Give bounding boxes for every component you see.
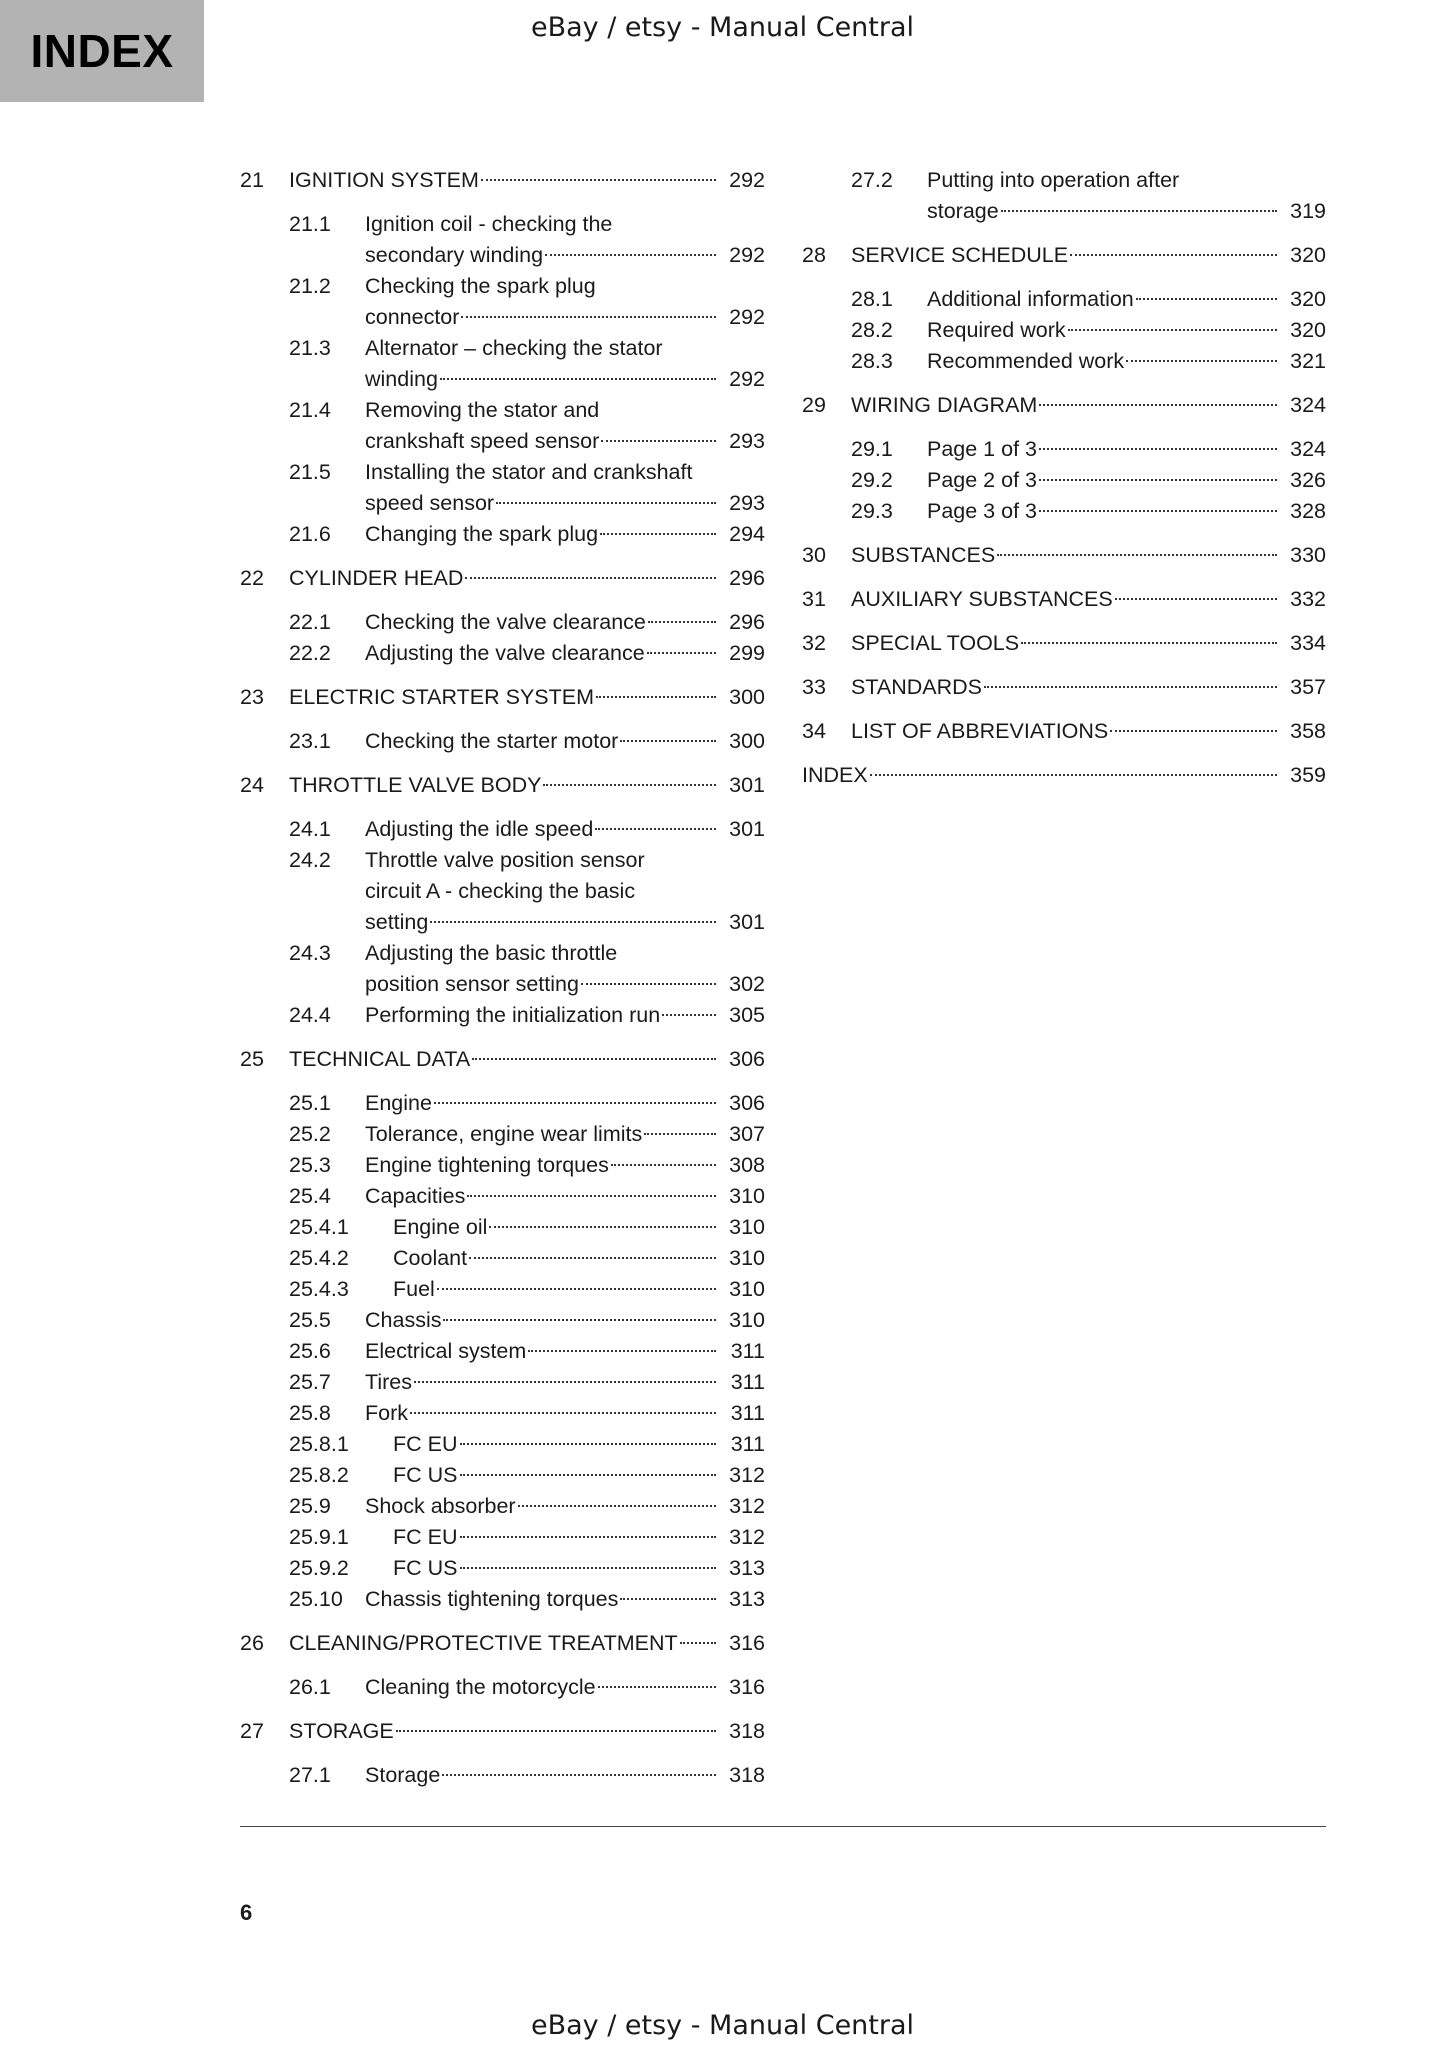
toc-entry-title-line: CYLINDER HEAD (289, 566, 464, 590)
dot-leader (644, 1133, 716, 1135)
toc-entry-title-line: Coolant (393, 1246, 468, 1270)
toc-entry-page: 310 (729, 1246, 765, 1270)
toc-entry-title-line: Ignition coil - checking the (365, 212, 613, 236)
dot-leader (481, 179, 716, 181)
toc-entry-title-line: SPECIAL TOOLS (851, 631, 1020, 655)
toc-entry-title-line: Capacities (365, 1184, 466, 1208)
toc-entry-page: 293 (729, 429, 765, 453)
dot-leader (543, 784, 716, 786)
toc-entry-page: 318 (729, 1719, 765, 1743)
toc-entry-title-line: Chassis tightening torques (365, 1587, 619, 1611)
toc-entry-title-line: Adjusting the basic throttle (365, 941, 618, 965)
toc-entry-page: 326 (1290, 468, 1326, 492)
toc-entry[interactable] (240, 165, 765, 196)
toc-entry-page: 299 (729, 641, 765, 665)
toc-entry-title-line: Tires (365, 1370, 412, 1394)
toc-entry[interactable] (240, 607, 765, 638)
toc-entry-page: 330 (1290, 543, 1326, 567)
toc-entry-page: 324 (1290, 393, 1326, 417)
toc-entry-title-line: AUXILIARY SUBSTANCES (851, 587, 1113, 611)
dot-leader (434, 1102, 716, 1104)
toc-entry-number: 25.9 (289, 1494, 331, 1518)
toc-entry-number: 25.2 (289, 1122, 331, 1146)
toc-entry[interactable] (240, 1367, 765, 1398)
toc-entry-title-line: CLEANING/PROTECTIVE TREATMENT (289, 1631, 678, 1655)
toc-entry-number: 21 (240, 168, 264, 192)
dot-leader (1039, 448, 1277, 450)
dot-leader (440, 378, 716, 380)
dot-leader (442, 1774, 716, 1776)
toc-entry-title-line: circuit A - checking the basic (365, 879, 636, 903)
toc-entry-number: 22.1 (289, 610, 331, 634)
toc-entry[interactable] (240, 1522, 765, 1553)
toc-entry-number: 24.4 (289, 1003, 331, 1027)
toc-entry[interactable] (240, 1584, 765, 1615)
dot-leader (469, 1257, 716, 1259)
toc-entry-number: 23 (240, 685, 264, 709)
dot-leader (472, 1058, 716, 1060)
toc-entry-title-line: Required work (927, 318, 1066, 342)
toc-entry-number: 25.7 (289, 1370, 331, 1394)
toc-entry-title-line: STORAGE (289, 1719, 394, 1743)
toc-entry[interactable] (240, 726, 765, 757)
toc-entry-title-line: SUBSTANCES (851, 543, 996, 567)
toc-entry-number: 25.9.1 (289, 1525, 349, 1549)
toc-entry-title-line: FC US (393, 1556, 458, 1580)
dot-leader (1126, 360, 1277, 362)
toc-entry-number: 31 (802, 587, 826, 611)
toc-entry[interactable] (802, 465, 1326, 496)
toc-entry-page: 310 (729, 1184, 765, 1208)
toc-entry[interactable] (802, 240, 1326, 271)
toc-entry[interactable] (802, 315, 1326, 346)
dot-leader (461, 316, 716, 318)
toc-entry-page: 300 (729, 685, 765, 709)
toc-entry-title-line: Storage (365, 1763, 441, 1787)
toc-entry[interactable] (240, 1460, 765, 1491)
toc-entry-title-line: FC EU (393, 1432, 458, 1456)
toc-entry[interactable] (240, 1000, 765, 1031)
toc-entry-number: 29.3 (851, 499, 893, 523)
toc-entry[interactable] (240, 770, 765, 801)
toc-entry-page: 359 (1290, 763, 1326, 787)
toc-entry-number: 21.3 (289, 336, 331, 360)
toc-entry-number: 23.1 (289, 729, 331, 753)
toc-entry-page: 296 (729, 566, 765, 590)
toc-entry-title-line: Adjusting the idle speed (365, 817, 594, 841)
toc-entry-title-line: Adjusting the valve clearance (365, 641, 645, 665)
toc-entry-number: 28.2 (851, 318, 893, 342)
toc-entry-title-line: Putting into operation after (927, 168, 1180, 192)
toc-entry[interactable] (240, 1212, 765, 1243)
toc-entry-title-line: storage (927, 199, 999, 223)
toc-entry-page: 312 (729, 1494, 765, 1518)
toc-entry-number: 25.4.2 (289, 1246, 349, 1270)
toc-entry-number: 28.1 (851, 287, 893, 311)
toc-entry[interactable] (240, 638, 765, 669)
toc-entry-title-line: Page 2 of 3 (927, 468, 1037, 492)
toc-entry-page: 300 (729, 729, 765, 753)
toc-entry[interactable] (240, 1672, 765, 1703)
toc-entry[interactable] (240, 1336, 765, 1367)
footer-watermark: eBay / etsy - Manual Central (530, 2010, 915, 2041)
toc-entry-title-line: Additional information (927, 287, 1134, 311)
toc-entry-page: 292 (729, 168, 765, 192)
toc-entry-number: 24.3 (289, 941, 331, 965)
toc-entry-number: 25.4.1 (289, 1215, 349, 1239)
toc-entry-title-line: Tolerance, engine wear limits (365, 1122, 643, 1146)
toc-entry[interactable] (240, 1274, 765, 1305)
toc-entry-page: 334 (1290, 631, 1326, 655)
toc-entry-title-line: Installing the stator and crankshaft (365, 460, 693, 484)
toc-entry-title-line: secondary winding (365, 243, 544, 267)
toc-entry[interactable] (802, 390, 1326, 421)
dot-leader (1068, 329, 1277, 331)
toc-entry-title-line: Changing the spark plug (365, 522, 599, 546)
toc-entry-title-line: Performing the initialization run (365, 1003, 661, 1027)
toc-entry-number: 22 (240, 566, 264, 590)
toc-entry[interactable] (240, 1429, 765, 1460)
toc-entry-number: 25.8.2 (289, 1463, 349, 1487)
toc-entry-number: 27.2 (851, 168, 893, 192)
toc-entry-page: 312 (729, 1463, 765, 1487)
toc-entry[interactable] (240, 1044, 765, 1075)
toc-entry-number: 25.3 (289, 1153, 331, 1177)
toc-entry-title-line: Chassis (365, 1308, 442, 1332)
toc-entry-title-line: Page 1 of 3 (927, 437, 1037, 461)
toc-entry[interactable] (240, 1491, 765, 1522)
index-tab-label: INDEX (30, 25, 174, 77)
toc-entry-number: 26 (240, 1631, 264, 1655)
toc-entry[interactable] (240, 209, 765, 271)
toc-entry-title-line: THROTTLE VALVE BODY (289, 773, 542, 797)
dot-leader (489, 1226, 716, 1228)
toc-entry-page: 318 (729, 1763, 765, 1787)
dot-leader (596, 696, 716, 698)
dot-leader (870, 774, 1277, 776)
toc-entry-page: 310 (729, 1308, 765, 1332)
dot-leader (465, 577, 716, 579)
toc-entry-title-line: Recommended work (927, 349, 1125, 373)
toc-entry-title-line: Fuel (393, 1277, 435, 1301)
toc-entry-title-line: TECHNICAL DATA (289, 1047, 471, 1071)
toc-entry-page: 292 (729, 305, 765, 329)
toc-entry-number: 25.6 (289, 1339, 331, 1363)
dot-leader (460, 1536, 717, 1538)
toc-entry[interactable] (802, 284, 1326, 315)
toc-left-column (240, 165, 765, 1791)
toc-entry-title-line: Checking the valve clearance (365, 610, 646, 634)
toc-entry[interactable] (802, 584, 1326, 615)
toc-entry-title-line: FC US (393, 1463, 458, 1487)
dot-leader (410, 1412, 716, 1414)
toc-entry-page: 319 (1290, 199, 1326, 223)
dot-leader (1021, 642, 1277, 644)
dot-leader (680, 1642, 716, 1644)
dot-leader (437, 1288, 716, 1290)
toc-entry[interactable] (240, 333, 765, 395)
dot-leader (528, 1350, 716, 1352)
toc-entry-page: 292 (729, 243, 765, 267)
toc-entry-number: 29.2 (851, 468, 893, 492)
toc-entry-page: 320 (1290, 287, 1326, 311)
toc-entry-title-line: Engine tightening torques (365, 1153, 609, 1177)
toc-entry-page: 328 (1290, 499, 1326, 523)
toc-entry-number: 21.5 (289, 460, 331, 484)
toc-entry[interactable] (802, 716, 1326, 747)
toc-entry-number: 25.8 (289, 1401, 331, 1425)
toc-entry-page: 311 (730, 1339, 765, 1363)
toc-entry-page: 321 (1290, 349, 1326, 373)
toc-entry-number: 25.9.2 (289, 1556, 349, 1580)
toc-entry[interactable] (802, 434, 1326, 465)
toc-entry-page: 320 (1290, 318, 1326, 342)
dot-leader (601, 440, 716, 442)
toc-entry-title-line: Shock absorber (365, 1494, 516, 1518)
toc-entry[interactable] (240, 814, 765, 845)
page-number: 6 (240, 1900, 253, 1925)
toc-entry-number: 25.1 (289, 1091, 331, 1115)
dot-leader (430, 921, 716, 923)
toc-entry-title-line: Removing the stator and (365, 398, 600, 422)
toc-entry-title-line: speed sensor (365, 491, 495, 515)
toc-entry-page: 310 (729, 1215, 765, 1239)
dot-leader (997, 554, 1277, 556)
dot-leader (1115, 598, 1277, 600)
dot-leader (620, 1598, 716, 1600)
toc-entry-title-line: WIRING DIAGRAM (851, 393, 1038, 417)
dot-leader (460, 1474, 717, 1476)
toc-entry-page: 296 (729, 610, 765, 634)
footer-divider (240, 1826, 1326, 1827)
dot-leader (647, 652, 716, 654)
toc-entry-title-line: FC EU (393, 1525, 458, 1549)
dot-leader (1001, 210, 1277, 212)
dot-leader (1110, 730, 1277, 732)
toc-entry-number: 28.3 (851, 349, 893, 373)
toc-entry-number: 25.4 (289, 1184, 331, 1208)
dot-leader (1039, 479, 1277, 481)
toc-entry-title-line: Checking the starter motor (365, 729, 619, 753)
dot-leader (984, 686, 1277, 688)
toc-entry[interactable] (240, 519, 765, 550)
toc-entry-page: 313 (729, 1587, 765, 1611)
toc-entry-page: 316 (729, 1675, 765, 1699)
toc-entry-number: 34 (802, 719, 826, 743)
toc-entry-page: 310 (729, 1277, 765, 1301)
toc-entry[interactable] (802, 540, 1326, 571)
toc-entry[interactable] (240, 1553, 765, 1584)
dot-leader (1039, 404, 1277, 406)
toc-entry-number: 21.4 (289, 398, 331, 422)
toc-entry[interactable] (240, 1628, 765, 1659)
toc-entry-page: 313 (729, 1556, 765, 1580)
toc-entry-number: 33 (802, 675, 826, 699)
toc-entry[interactable] (240, 271, 765, 333)
dot-leader (595, 828, 716, 830)
dot-leader (1070, 254, 1277, 256)
toc-entry-number: 21.1 (289, 212, 331, 236)
toc-entry[interactable] (802, 165, 1326, 227)
dot-leader (1039, 510, 1277, 512)
toc-entry-page: 316 (729, 1631, 765, 1655)
dot-leader (620, 740, 716, 742)
toc-entry-page: 306 (729, 1047, 765, 1071)
dot-leader (1136, 298, 1277, 300)
toc-entry[interactable] (240, 1119, 765, 1150)
toc-entry-number: 24.2 (289, 848, 331, 872)
toc-entry[interactable] (240, 1181, 765, 1212)
toc-entry[interactable] (802, 628, 1326, 659)
toc-entry-number: 24 (240, 773, 264, 797)
toc-entry-number: 25.5 (289, 1308, 331, 1332)
toc-entry[interactable] (240, 563, 765, 594)
dot-leader (611, 1164, 716, 1166)
toc-entry-number: 25.10 (289, 1587, 343, 1611)
toc-entry[interactable] (240, 1398, 765, 1429)
toc-entry-title-line: position sensor setting (365, 972, 579, 996)
toc-entry[interactable] (240, 682, 765, 713)
toc-entry-title-line: Cleaning the motorcycle (365, 1675, 596, 1699)
toc-entry-number: 27.1 (289, 1763, 331, 1787)
toc-entry-title-line: Fork (365, 1401, 408, 1425)
toc-entry-page: 306 (729, 1091, 765, 1115)
toc-entry-page: 293 (729, 491, 765, 515)
toc-entry[interactable] (802, 760, 1326, 791)
toc-entry-title-line: connector (365, 305, 460, 329)
dot-leader (600, 533, 716, 535)
dot-leader (414, 1381, 716, 1383)
toc-entry[interactable] (802, 496, 1326, 527)
toc-entry-page: 307 (729, 1122, 765, 1146)
toc-entry-page: 301 (729, 910, 765, 934)
toc-entry-number: 29.1 (851, 437, 893, 461)
toc-entry-title-line: crankshaft speed sensor (365, 429, 600, 453)
toc-entry-title-line: INDEX (802, 763, 868, 787)
dot-leader (598, 1686, 716, 1688)
toc-entry-page: 301 (729, 773, 765, 797)
toc-entry-title-line: Throttle valve position sensor (365, 848, 645, 872)
dot-leader (545, 254, 716, 256)
dot-leader (396, 1730, 716, 1732)
toc-entry-title-line: Checking the spark plug (365, 274, 596, 298)
toc-entry-page: 320 (1290, 243, 1326, 267)
dot-leader (460, 1567, 717, 1569)
dot-leader (518, 1505, 716, 1507)
toc-entry-page: 312 (729, 1525, 765, 1549)
toc-entry[interactable] (240, 1760, 765, 1791)
toc-entry-page: 311 (730, 1401, 765, 1425)
toc-entry-number: 25.8.1 (289, 1432, 349, 1456)
header-watermark: eBay / etsy - Manual Central (530, 12, 915, 43)
toc-entry-number: 24.1 (289, 817, 331, 841)
toc-entry-title-line: STANDARDS (851, 675, 983, 699)
toc-entry[interactable] (802, 672, 1326, 703)
dot-leader (460, 1443, 717, 1445)
toc-entry-page: 332 (1290, 587, 1326, 611)
dot-leader (443, 1319, 716, 1321)
toc-entry-number: 29 (802, 393, 826, 417)
toc-entry[interactable] (240, 1716, 765, 1747)
toc-entry-title-line: winding (365, 367, 438, 391)
toc-entry-page: 324 (1290, 437, 1326, 461)
toc-entry-title-line: Engine oil (393, 1215, 488, 1239)
toc-entry[interactable] (240, 1243, 765, 1274)
toc-entry-number: 25 (240, 1047, 264, 1071)
dot-leader (648, 621, 716, 623)
toc-entry-number: 27 (240, 1719, 264, 1743)
toc-entry[interactable] (802, 346, 1326, 377)
toc-entry-page: 301 (729, 817, 765, 841)
toc-entry-title-line: IGNITION SYSTEM (289, 168, 479, 192)
toc-entry-page: 311 (730, 1432, 765, 1456)
toc-entry-number: 28 (802, 243, 826, 267)
toc-entry-title-line: Alternator – checking the stator (365, 336, 663, 360)
toc-entry-page: 294 (729, 522, 765, 546)
toc-entry-number: 26.1 (289, 1675, 331, 1699)
toc-entry[interactable] (240, 938, 765, 1000)
toc-entry-number: 21.2 (289, 274, 331, 298)
toc-entry[interactable] (240, 1150, 765, 1181)
dot-leader (467, 1195, 716, 1197)
toc-entry-page: 358 (1290, 719, 1326, 743)
toc-entry-number: 22.2 (289, 641, 331, 665)
dot-leader (662, 1014, 716, 1016)
toc-entry-title-line: setting (365, 910, 429, 934)
toc-entry-title-line: Engine (365, 1091, 432, 1115)
toc-entry[interactable] (240, 457, 765, 519)
toc-entry-number: 30 (802, 543, 826, 567)
toc-entry-number: 21.6 (289, 522, 331, 546)
toc-right-column (802, 165, 1326, 791)
toc-entry-number: 25.4.3 (289, 1277, 349, 1301)
dot-leader (581, 983, 716, 985)
toc-entry-number: 32 (802, 631, 826, 655)
toc-entry[interactable] (240, 395, 765, 457)
toc-entry-title-line: ELECTRIC STARTER SYSTEM (289, 685, 595, 709)
toc-entry-page: 302 (729, 972, 765, 996)
toc-entry-title-line: Page 3 of 3 (927, 499, 1037, 523)
toc-entry-title-line: SERVICE SCHEDULE (851, 243, 1069, 267)
toc-entry-page: 305 (729, 1003, 765, 1027)
toc-entry-page: 311 (730, 1370, 765, 1394)
toc-entry-page: 357 (1290, 675, 1326, 699)
toc-entry[interactable] (240, 845, 765, 938)
toc-entry[interactable] (240, 1088, 765, 1119)
toc-entry-page: 308 (729, 1153, 765, 1177)
dot-leader (496, 502, 716, 504)
toc-entry-page: 292 (729, 367, 765, 391)
toc-entry[interactable] (240, 1305, 765, 1336)
toc-entry-title-line: LIST OF ABBREVIATIONS (851, 719, 1109, 743)
toc-entry-title-line: Electrical system (365, 1339, 527, 1363)
